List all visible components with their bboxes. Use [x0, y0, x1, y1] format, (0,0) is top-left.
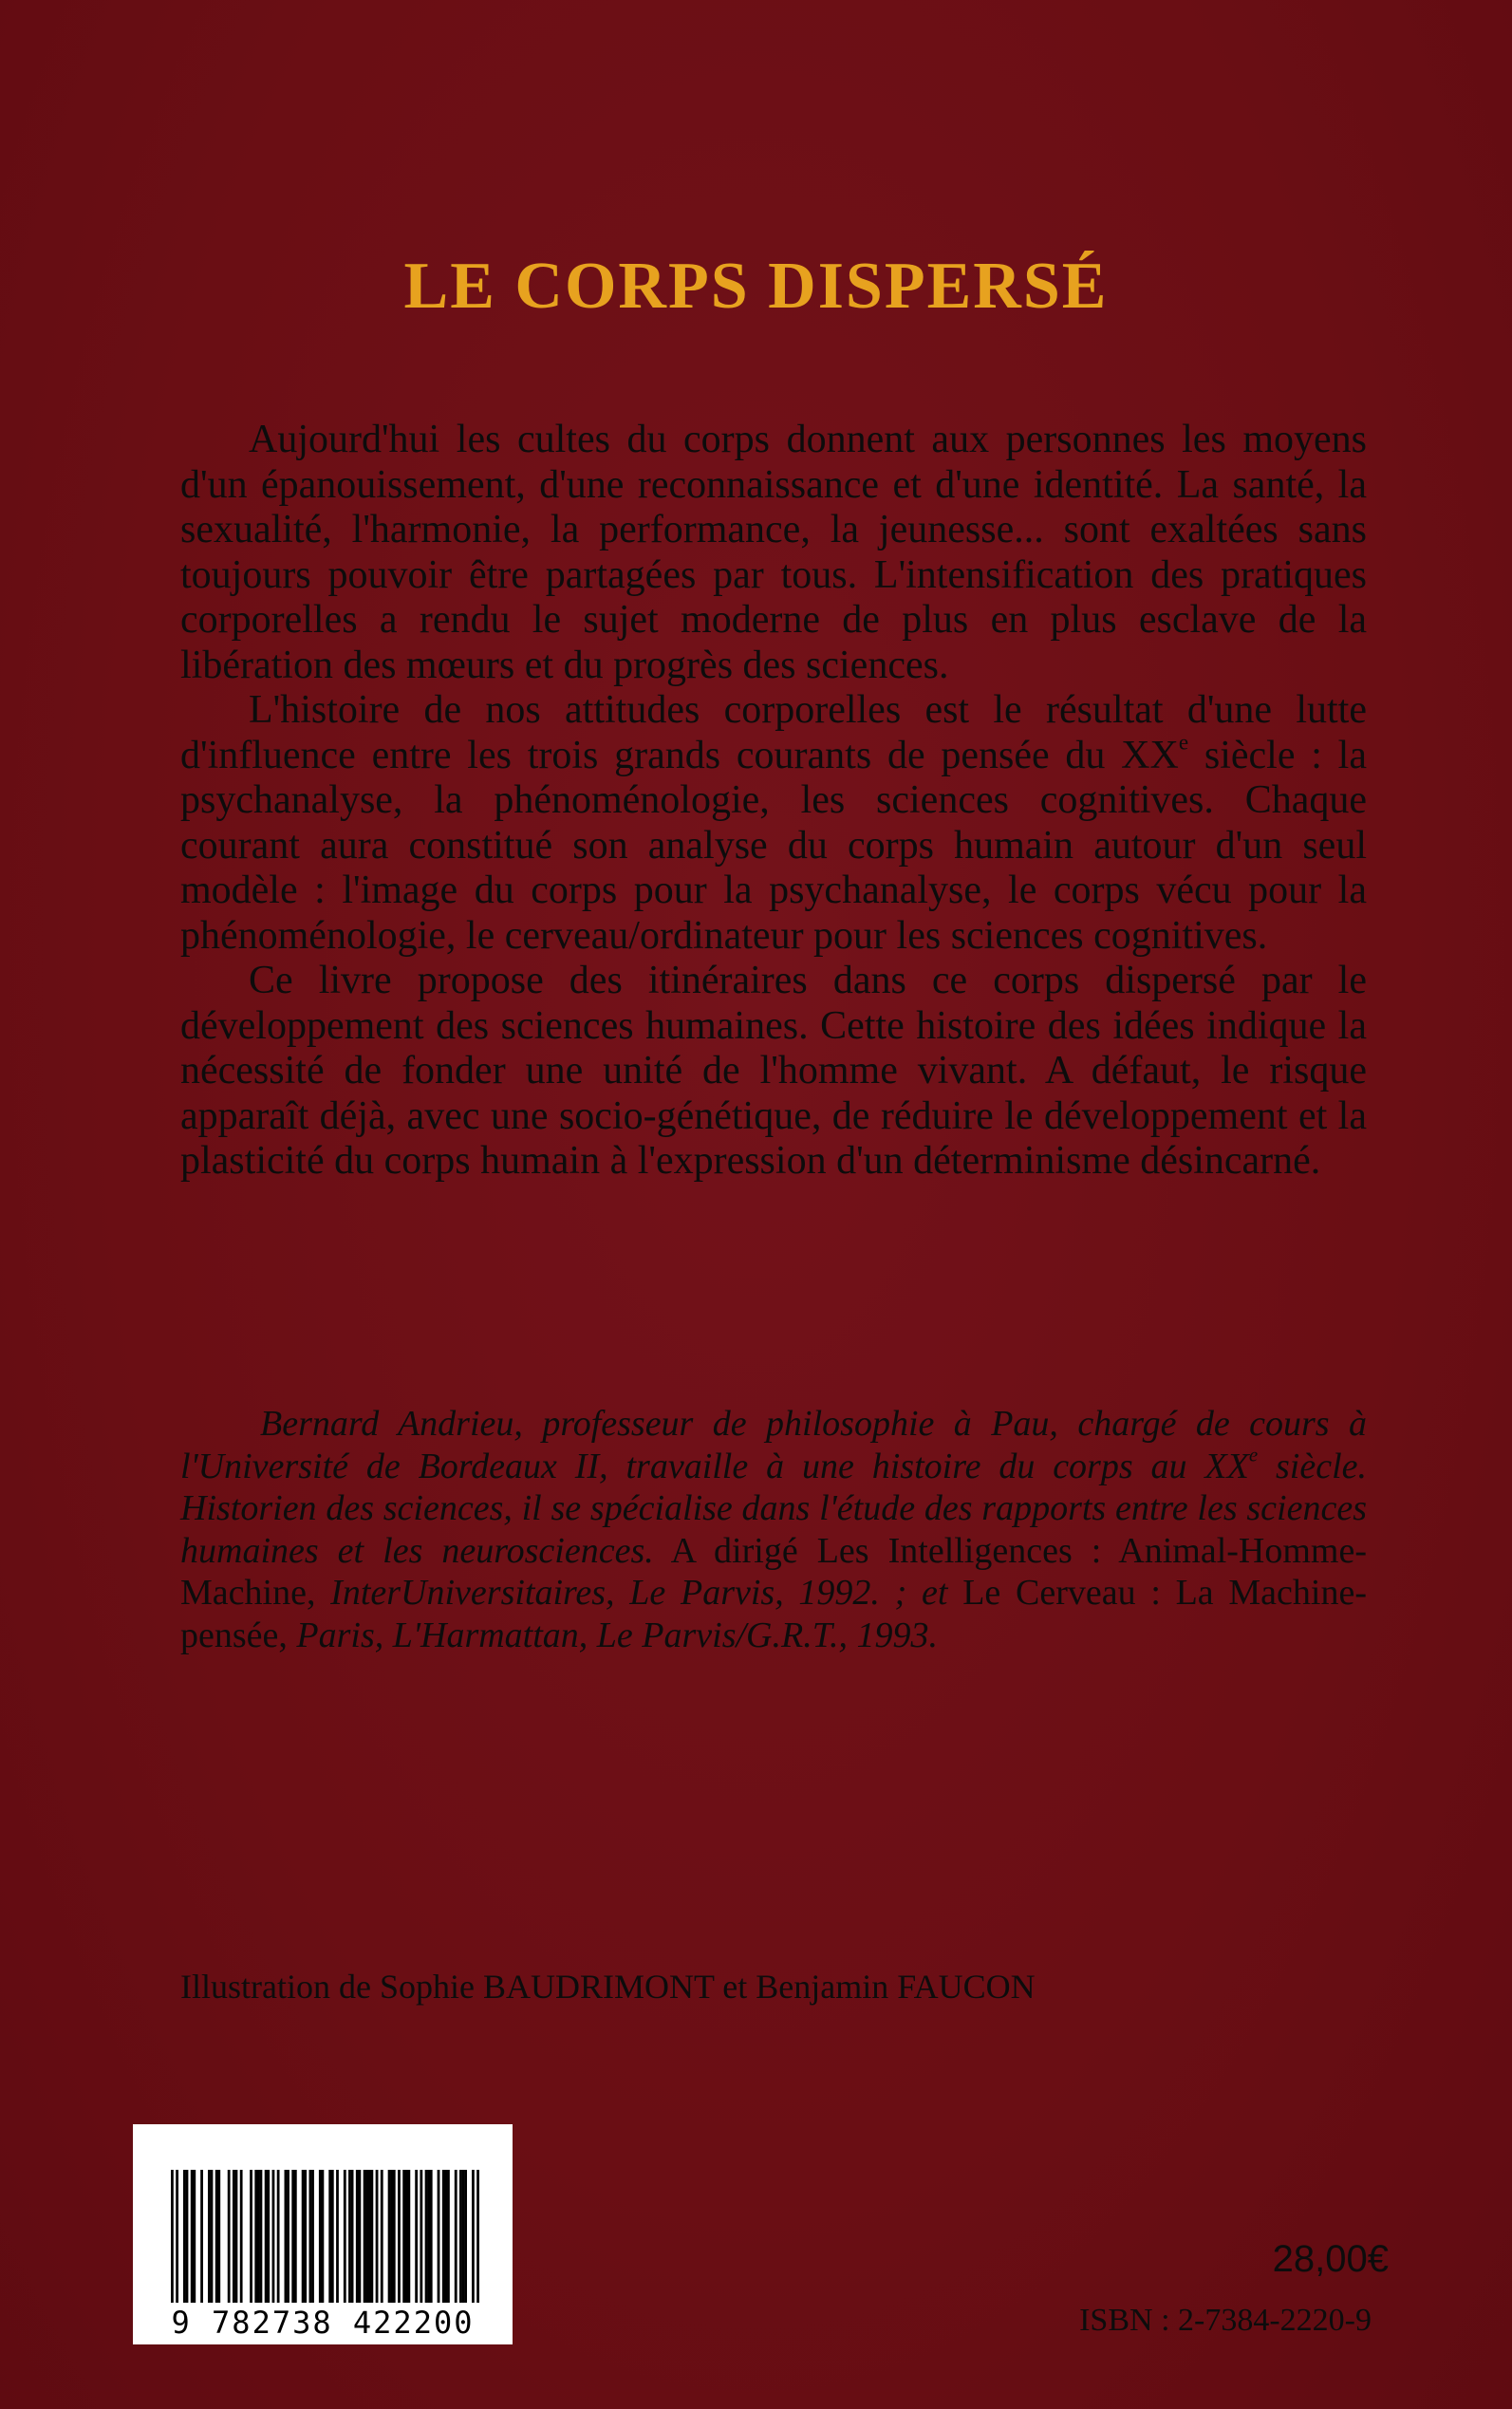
blurb-paragraph-3: Ce livre propose des itinéraires dans ce corps dispersé par le développement des sciences humaines. Cette histoire des idées indique la nécessité de fonder une unité de l'homme vivant. A défaut, le risque apparaît déjà, avec une socio-génétique, de réduire le développement et la plasticité du corps humain à l'expression d'un déterminisme désincarné.: [180, 959, 1367, 1183]
barcode-bar: [344, 2170, 346, 2303]
barcode-bar: [191, 2170, 194, 2303]
blurb-paragraph-2-end: siècle : la psychanalyse, la phénoménologie, les sciences cognitives. Chaque courant aura constitué son analyse du corps humain autour d'un seul modèle : l'image du corps pour la psychanalyse, le corps vécu pour la phénoménologie, le cerveau/ordinateur pour les sciences cognitives.: [180, 733, 1367, 958]
barcode-bar: [217, 2170, 220, 2303]
blurb: [180, 418, 1367, 1185]
barcode-bar: [364, 2170, 366, 2303]
barcode-bar: [447, 2170, 450, 2303]
barcode-bar: [464, 2170, 467, 2303]
barcode-bar: [265, 2170, 268, 2303]
barcode-bar: [425, 2170, 428, 2303]
barcode-bar: [291, 2170, 294, 2303]
barcode-bar: [186, 2170, 189, 2303]
barcode-bar: [235, 2170, 238, 2303]
barcode-bar: [309, 2170, 312, 2303]
barcode-bar: [462, 2170, 465, 2303]
illustration-credit: Illustration de Sophie BAUDRIMONT et Benjamin FAUCON: [180, 1968, 1036, 2006]
barcode-bar: [176, 2170, 178, 2303]
barcode-bar: [455, 2170, 457, 2303]
bio-work-2-title: Le Cerveau : La Machine-pensée,: [180, 1573, 1367, 1655]
barcode-bar: [442, 2170, 445, 2303]
barcode-bar: [254, 2170, 257, 2303]
barcode-bar: [376, 2170, 379, 2303]
barcode-bar: [304, 2170, 307, 2303]
barcode-bar: [250, 2170, 252, 2303]
barcode-bar: [381, 2170, 383, 2303]
barcode-bar: [211, 2170, 214, 2303]
barcode-bar: [260, 2170, 263, 2303]
barcode-bar: [348, 2170, 351, 2303]
barcode-bar: [356, 2170, 359, 2303]
author-bio: [180, 1403, 1367, 1656]
blurb-paragraph-1: Aujourd'hui les cultes du corps donnent aux personnes les moyens d'un épanouissement, d'une reconnaissance et d'une identité. La santé, la sexualité, l'harmonie, la performance, la jeunesse... sont exaltées sans toujours pouvoir être partagées par tous. L'intensification des pratiques corporelles a rendu le sujet moderne de plus en plus esclave de la libération des mœurs et du progrès des sciences.: [180, 418, 1367, 687]
barcode-bar: [233, 2170, 235, 2303]
barcode-bar: [322, 2170, 325, 2303]
barcode-bar: [302, 2170, 305, 2303]
barcode-digits: 9 782738 422200: [171, 2305, 475, 2341]
barcode-bar: [368, 2170, 371, 2303]
bio-work-1-title: A dirigé Les Intelligences : Animal-Homme-Machine,: [180, 1530, 1367, 1613]
bio-work-2-publisher: Paris, L'Harmattan, Le Parvis/G.R.T., 1993.: [287, 1615, 939, 1655]
barcode-bars: [171, 2170, 484, 2303]
barcode-bar: [328, 2170, 331, 2303]
isbn: ISBN : 2-7384-2220-9: [1079, 2303, 1372, 2338]
barcode-bar: [459, 2170, 462, 2303]
barcode-bar: [272, 2170, 275, 2303]
barcode-bar: [285, 2170, 288, 2303]
blurb-paragraph-2: [180, 688, 1367, 959]
barcode-bar: [208, 2170, 211, 2303]
barcode-bar: [294, 2170, 297, 2303]
barcode-bar: [390, 2170, 393, 2303]
barcode-bar: [351, 2170, 354, 2303]
barcode-bar: [319, 2170, 322, 2303]
century-superscript: e: [1178, 728, 1189, 754]
barcode-bar: [311, 2170, 314, 2303]
barcode-bar: [370, 2170, 373, 2303]
barcode-bar: [402, 2170, 405, 2303]
barcode-bar: [331, 2170, 334, 2303]
barcode-bar: [257, 2170, 260, 2303]
barcode-bar: [405, 2170, 408, 2303]
book-title: LE CORPS DISPERSÉ: [403, 250, 1109, 323]
bio-work-1-publisher: InterUniversitaires, Le Parvis, 1992. ; et: [315, 1573, 948, 1613]
barcode: [133, 2124, 513, 2344]
blurb-paragraph-2-start: L'histoire de nos attitudes corporelles est le résultat d'une lutte d'influence entre les trois grands courants de pensée du XX: [180, 688, 1367, 777]
barcode-bar: [388, 2170, 391, 2303]
bio-intro: Bernard Andrieu, professeur de philosophie à Pau, chargé de cours à l'Université de Bordeaux II, travaille à une histoire du corps au XX: [180, 1404, 1367, 1486]
barcode-bar: [215, 2170, 218, 2303]
barcode-bar: [472, 2170, 475, 2303]
barcode-bar: [287, 2170, 289, 2303]
price: 28,00€: [1272, 2238, 1389, 2280]
barcode-bar: [420, 2170, 422, 2303]
barcode-bar: [427, 2170, 430, 2303]
barcode-bar: [200, 2170, 203, 2303]
barcode-bar: [398, 2170, 401, 2303]
barcode-bar: [336, 2170, 339, 2303]
barcode-bar: [438, 2170, 440, 2303]
bio-century-superscript: e: [1248, 1442, 1259, 1466]
bio-specialty: siècle. Historien des sciences, il se spécialise dans l'étude des rapports entre les sciences humaines et les neurosciences.: [180, 1446, 1367, 1571]
barcode-bar: [240, 2170, 243, 2303]
barcode-bar: [430, 2170, 433, 2303]
barcode-bar: [358, 2170, 361, 2303]
barcode-bar: [277, 2170, 280, 2303]
barcode-bar: [228, 2170, 231, 2303]
barcode-bar: [267, 2170, 270, 2303]
barcode-bar: [171, 2170, 174, 2303]
barcode-bar: [415, 2170, 418, 2303]
barcode-bar: [193, 2170, 196, 2303]
barcode-bar: [393, 2170, 396, 2303]
barcode-bar: [476, 2170, 479, 2303]
barcode-bar: [444, 2170, 447, 2303]
barcode-bar: [183, 2170, 186, 2303]
barcode-bar: [365, 2170, 368, 2303]
barcode-bar: [407, 2170, 410, 2303]
